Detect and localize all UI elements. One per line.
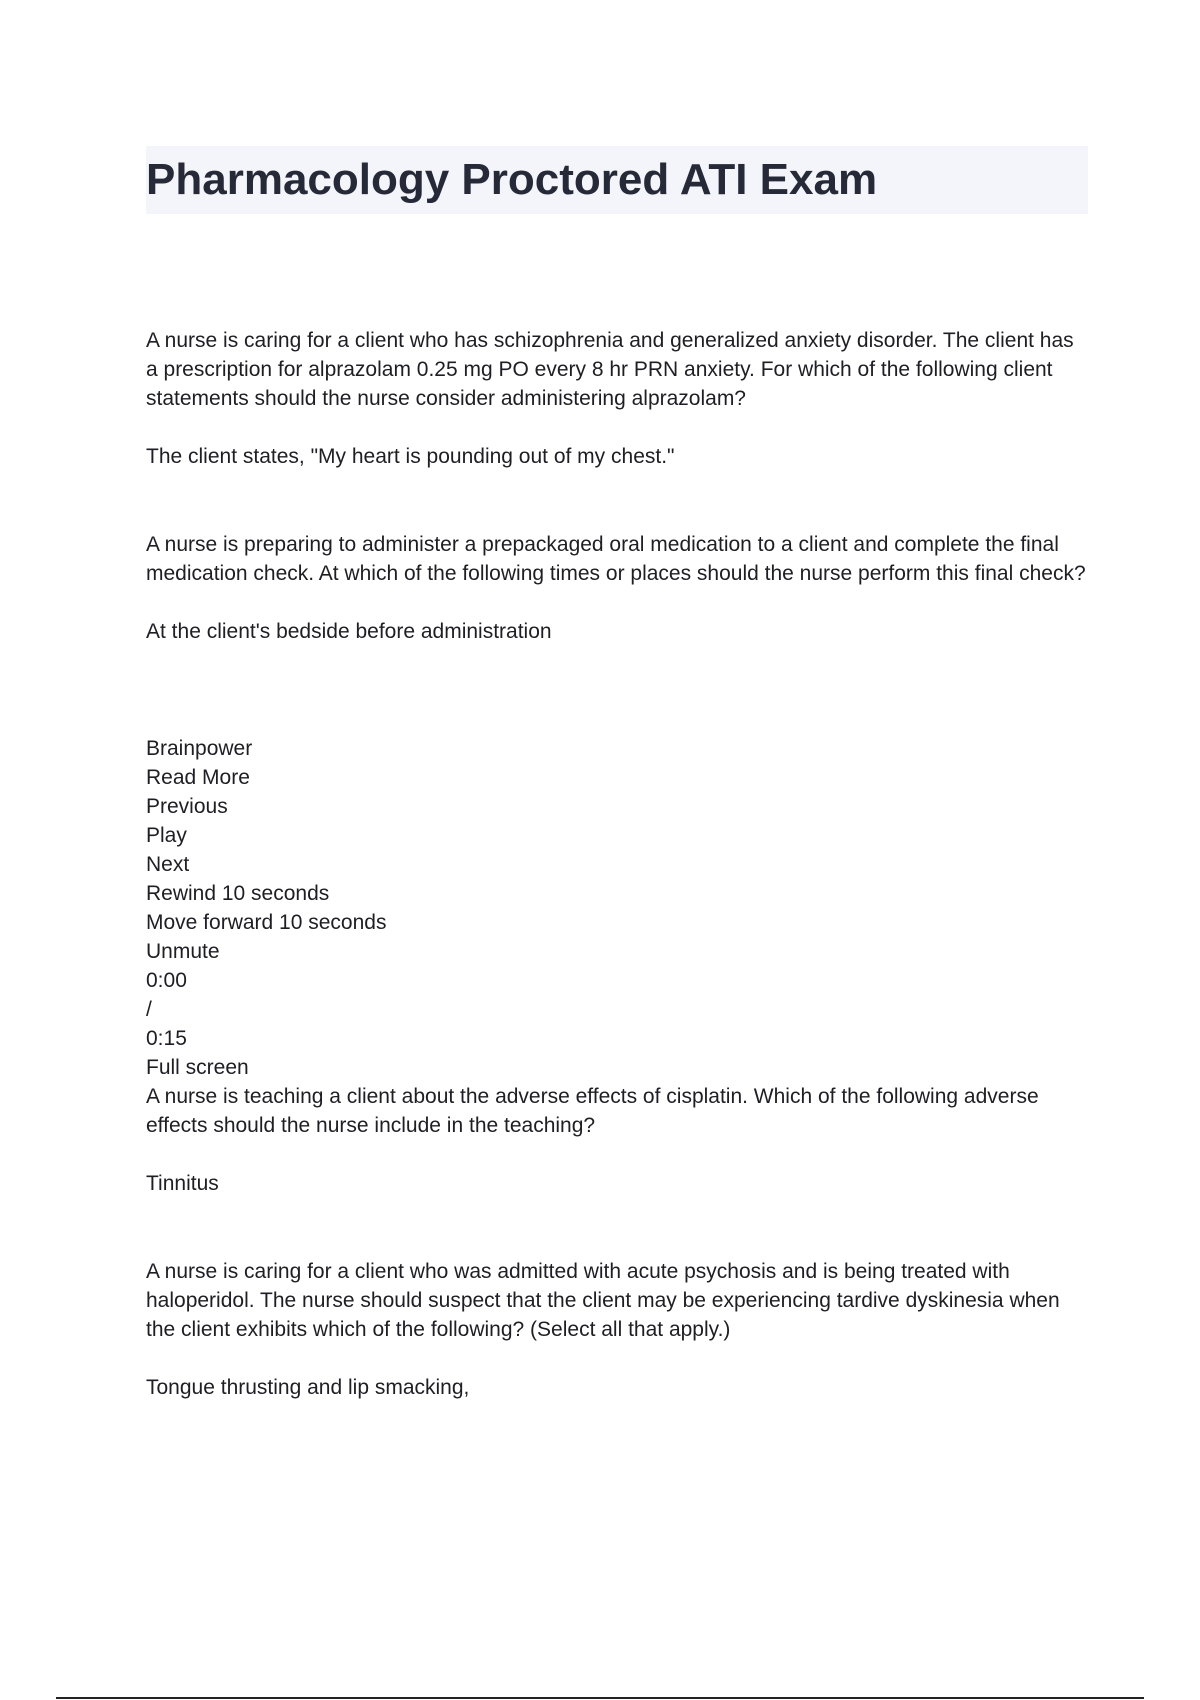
question-block-2 <box>146 530 1088 646</box>
read-more-link[interactable]: Read More <box>146 766 250 789</box>
answer-text: Tongue thrusting and lip smacking, <box>146 1376 470 1399</box>
question-text: A nurse is preparing to administer a prepackaged oral medication to a client and complete the final medication check. At which of the following times or places should the nurse perform this final check? <box>146 533 1086 585</box>
answer-text: At the client's bedside before administration <box>146 620 552 643</box>
player-brand: Brainpower <box>146 737 253 760</box>
answer-text: The client states, "My heart is pounding out of my chest." <box>146 445 675 468</box>
current-time: 0:00 <box>146 969 187 992</box>
answer-text: Tinnitus <box>146 1172 219 1195</box>
page-title: Pharmacology Proctored ATI Exam <box>146 155 878 204</box>
unmute-button[interactable]: Unmute <box>146 940 220 963</box>
next-button[interactable]: Next <box>146 853 190 876</box>
previous-button[interactable]: Previous <box>146 795 228 818</box>
question-text: A nurse is teaching a client about the adverse effects of cisplatin. Which of the following adverse effects should the nurse include in the teaching? <box>146 1085 1039 1137</box>
duration: 0:15 <box>146 1027 187 1050</box>
rewind-button[interactable]: Rewind 10 seconds <box>146 882 330 905</box>
question-text: A nurse is caring for a client who was admitted with acute psychosis and is being treated with haloperidol. The nurse should suspect that the client may be experiencing tardive dyskinesia when the client exhibits which of the following? (Select all that apply.) <box>146 1260 1060 1341</box>
fullscreen-button[interactable]: Full screen <box>146 1056 249 1079</box>
video-player <box>146 734 1088 1082</box>
play-button[interactable]: Play <box>146 824 187 847</box>
forward-button[interactable]: Move forward 10 seconds <box>146 911 387 934</box>
question-block-4 <box>146 1257 1088 1402</box>
question-block-1 <box>146 326 1088 471</box>
question-text: A nurse is caring for a client who has schizophrenia and generalized anxiety disorder. The client has a prescription for alprazolam 0.25 mg PO every 8 hr PRN anxiety. For which of the following client statements should the nurse consider administering alprazolam? <box>146 329 1074 410</box>
question-block-3 <box>146 1082 1088 1198</box>
footer-divider <box>56 1697 1144 1699</box>
document-body <box>146 326 1088 1402</box>
time-separator: / <box>146 998 152 1021</box>
title-banner <box>146 146 1088 214</box>
